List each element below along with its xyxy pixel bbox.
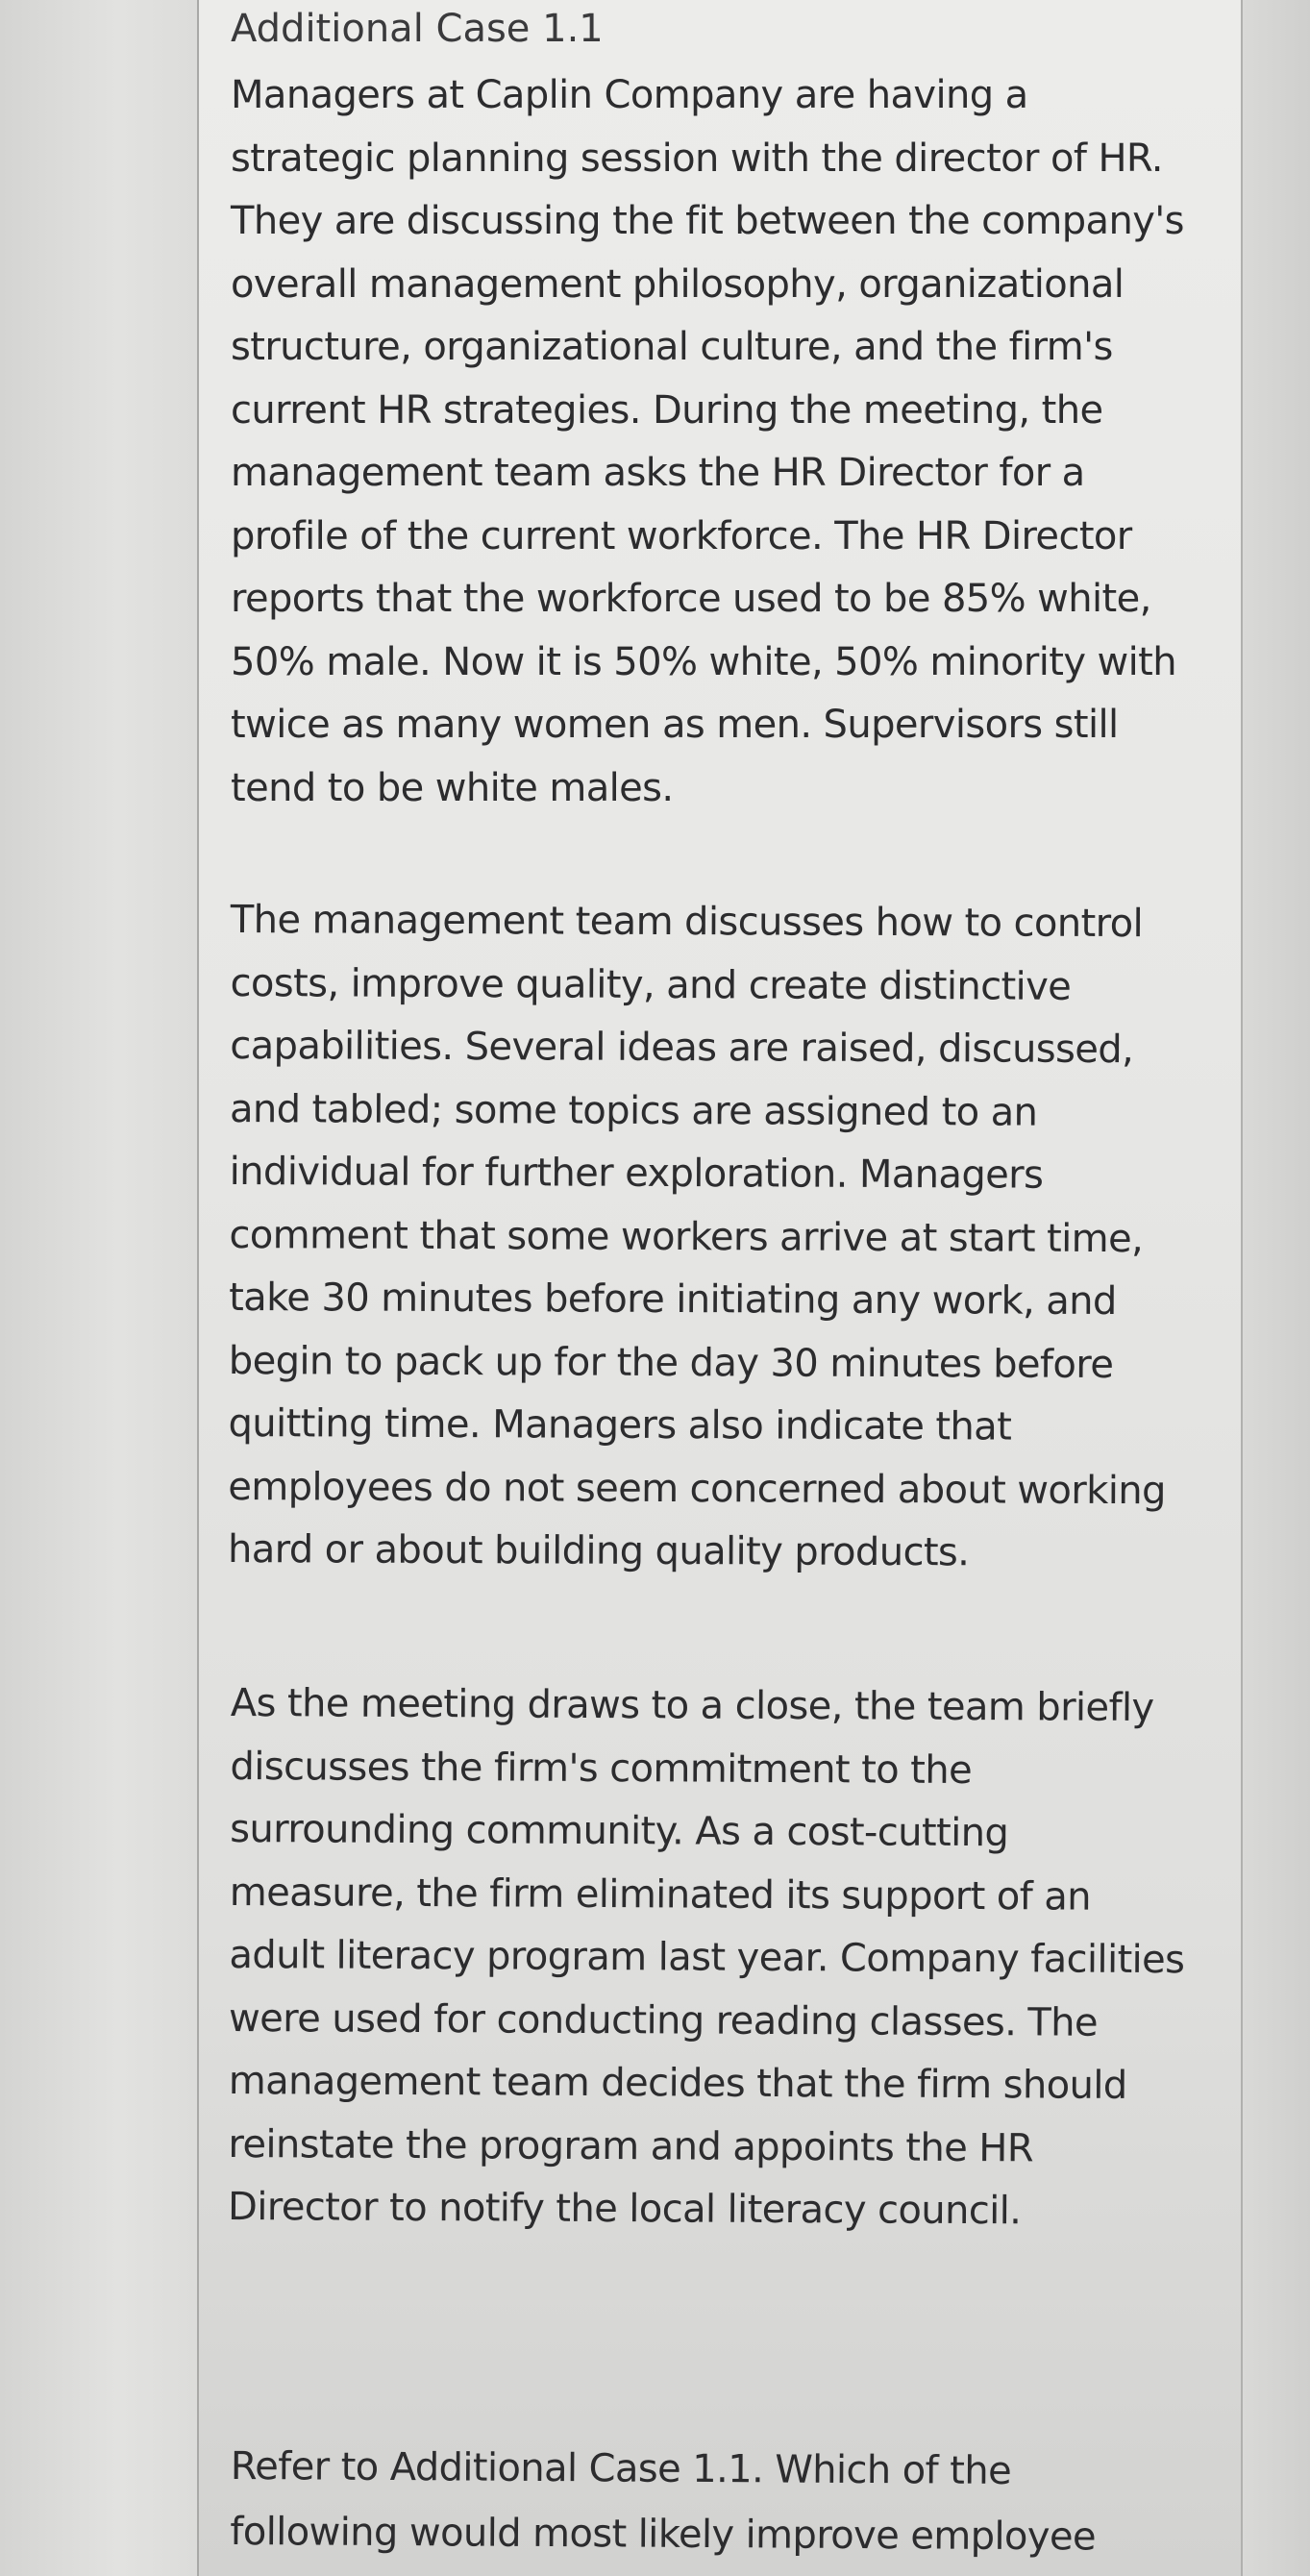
text-line: twice as many women as men. Supervisors still [231, 703, 1119, 747]
text-line: employees do not seem concerned about working [228, 1464, 1166, 1513]
text-line: They are discussing the fit between the company's [231, 199, 1184, 243]
text-line: As the meeting draws to a close, the team briefly [230, 1680, 1154, 1731]
text-line: measure, the firm eliminated its support of an [229, 1870, 1092, 1920]
text-line: structure, organizational culture, and the firm's [231, 325, 1113, 369]
case-title: Additional Case 1.1 [231, 7, 604, 51]
text-line: individual for further exploration. Managers [229, 1149, 1044, 1198]
text-line: reinstate the program and appoints the HR [228, 2121, 1034, 2170]
text-line: begin to pack up for the day 30 minutes before [228, 1338, 1114, 1387]
text-line: following would most likely improve employee [230, 2509, 1097, 2560]
right-edge [1243, 0, 1310, 2576]
text-line: and tabled; some topics are assigned to an [229, 1086, 1038, 1135]
text-line: reports that the workforce used to be 85% white, [231, 577, 1151, 621]
text-line: discusses the firm's commitment to the [230, 1744, 973, 1793]
paragraph-community-commitment [228, 1672, 1221, 2244]
text-line: overall management philosophy, organizational [231, 261, 1125, 307]
paragraph-management-discussion [228, 889, 1221, 1586]
text-line: The management team discusses how to control [230, 897, 1144, 947]
paragraph-case-intro [231, 64, 1221, 820]
text-line: surrounding community. As a cost-cutting [230, 1806, 1009, 1856]
text-line: Managers at Caplin Company are having a [231, 73, 1028, 117]
question-prompt [230, 2434, 1221, 2570]
text-line: were used for conducting reading classes. The [228, 1995, 1099, 2045]
text-line: profile of the current workforce. The HR Director [231, 513, 1132, 558]
text-line: strategic planning session with the director of HR. [231, 136, 1163, 181]
text-line: capabilities. Several ideas are raised, discussed, [230, 1023, 1134, 1073]
text-line: Director to notify the local literacy council. [227, 2184, 1022, 2234]
text-line: tend to be white males. [231, 765, 674, 810]
text-line: take 30 minutes before initiating any work, and [229, 1275, 1117, 1325]
text-line: comment that some workers arrive at start time, [229, 1212, 1144, 1261]
text-line: current HR strategies. During the meeting, the [231, 387, 1103, 433]
text-line: management team decides that the firm should [228, 2058, 1127, 2108]
text-line: quitting time. Managers also indicate that [228, 1400, 1012, 1449]
document-content [227, 0, 1221, 2576]
text-line: Refer to Additional Case 1.1. Which of the [230, 2443, 1012, 2493]
text-line: 50% male. Now it is 50% white, 50% minority with [231, 639, 1176, 684]
text-line: management team asks the HR Director for a [231, 451, 1085, 495]
text-line: costs, improve quality, and create distinctive [230, 960, 1072, 1009]
left-margin [0, 0, 197, 2576]
text-line: hard or about building quality products. [227, 1526, 970, 1575]
text-line: adult literacy program last year. Company facilities [229, 1932, 1185, 1983]
